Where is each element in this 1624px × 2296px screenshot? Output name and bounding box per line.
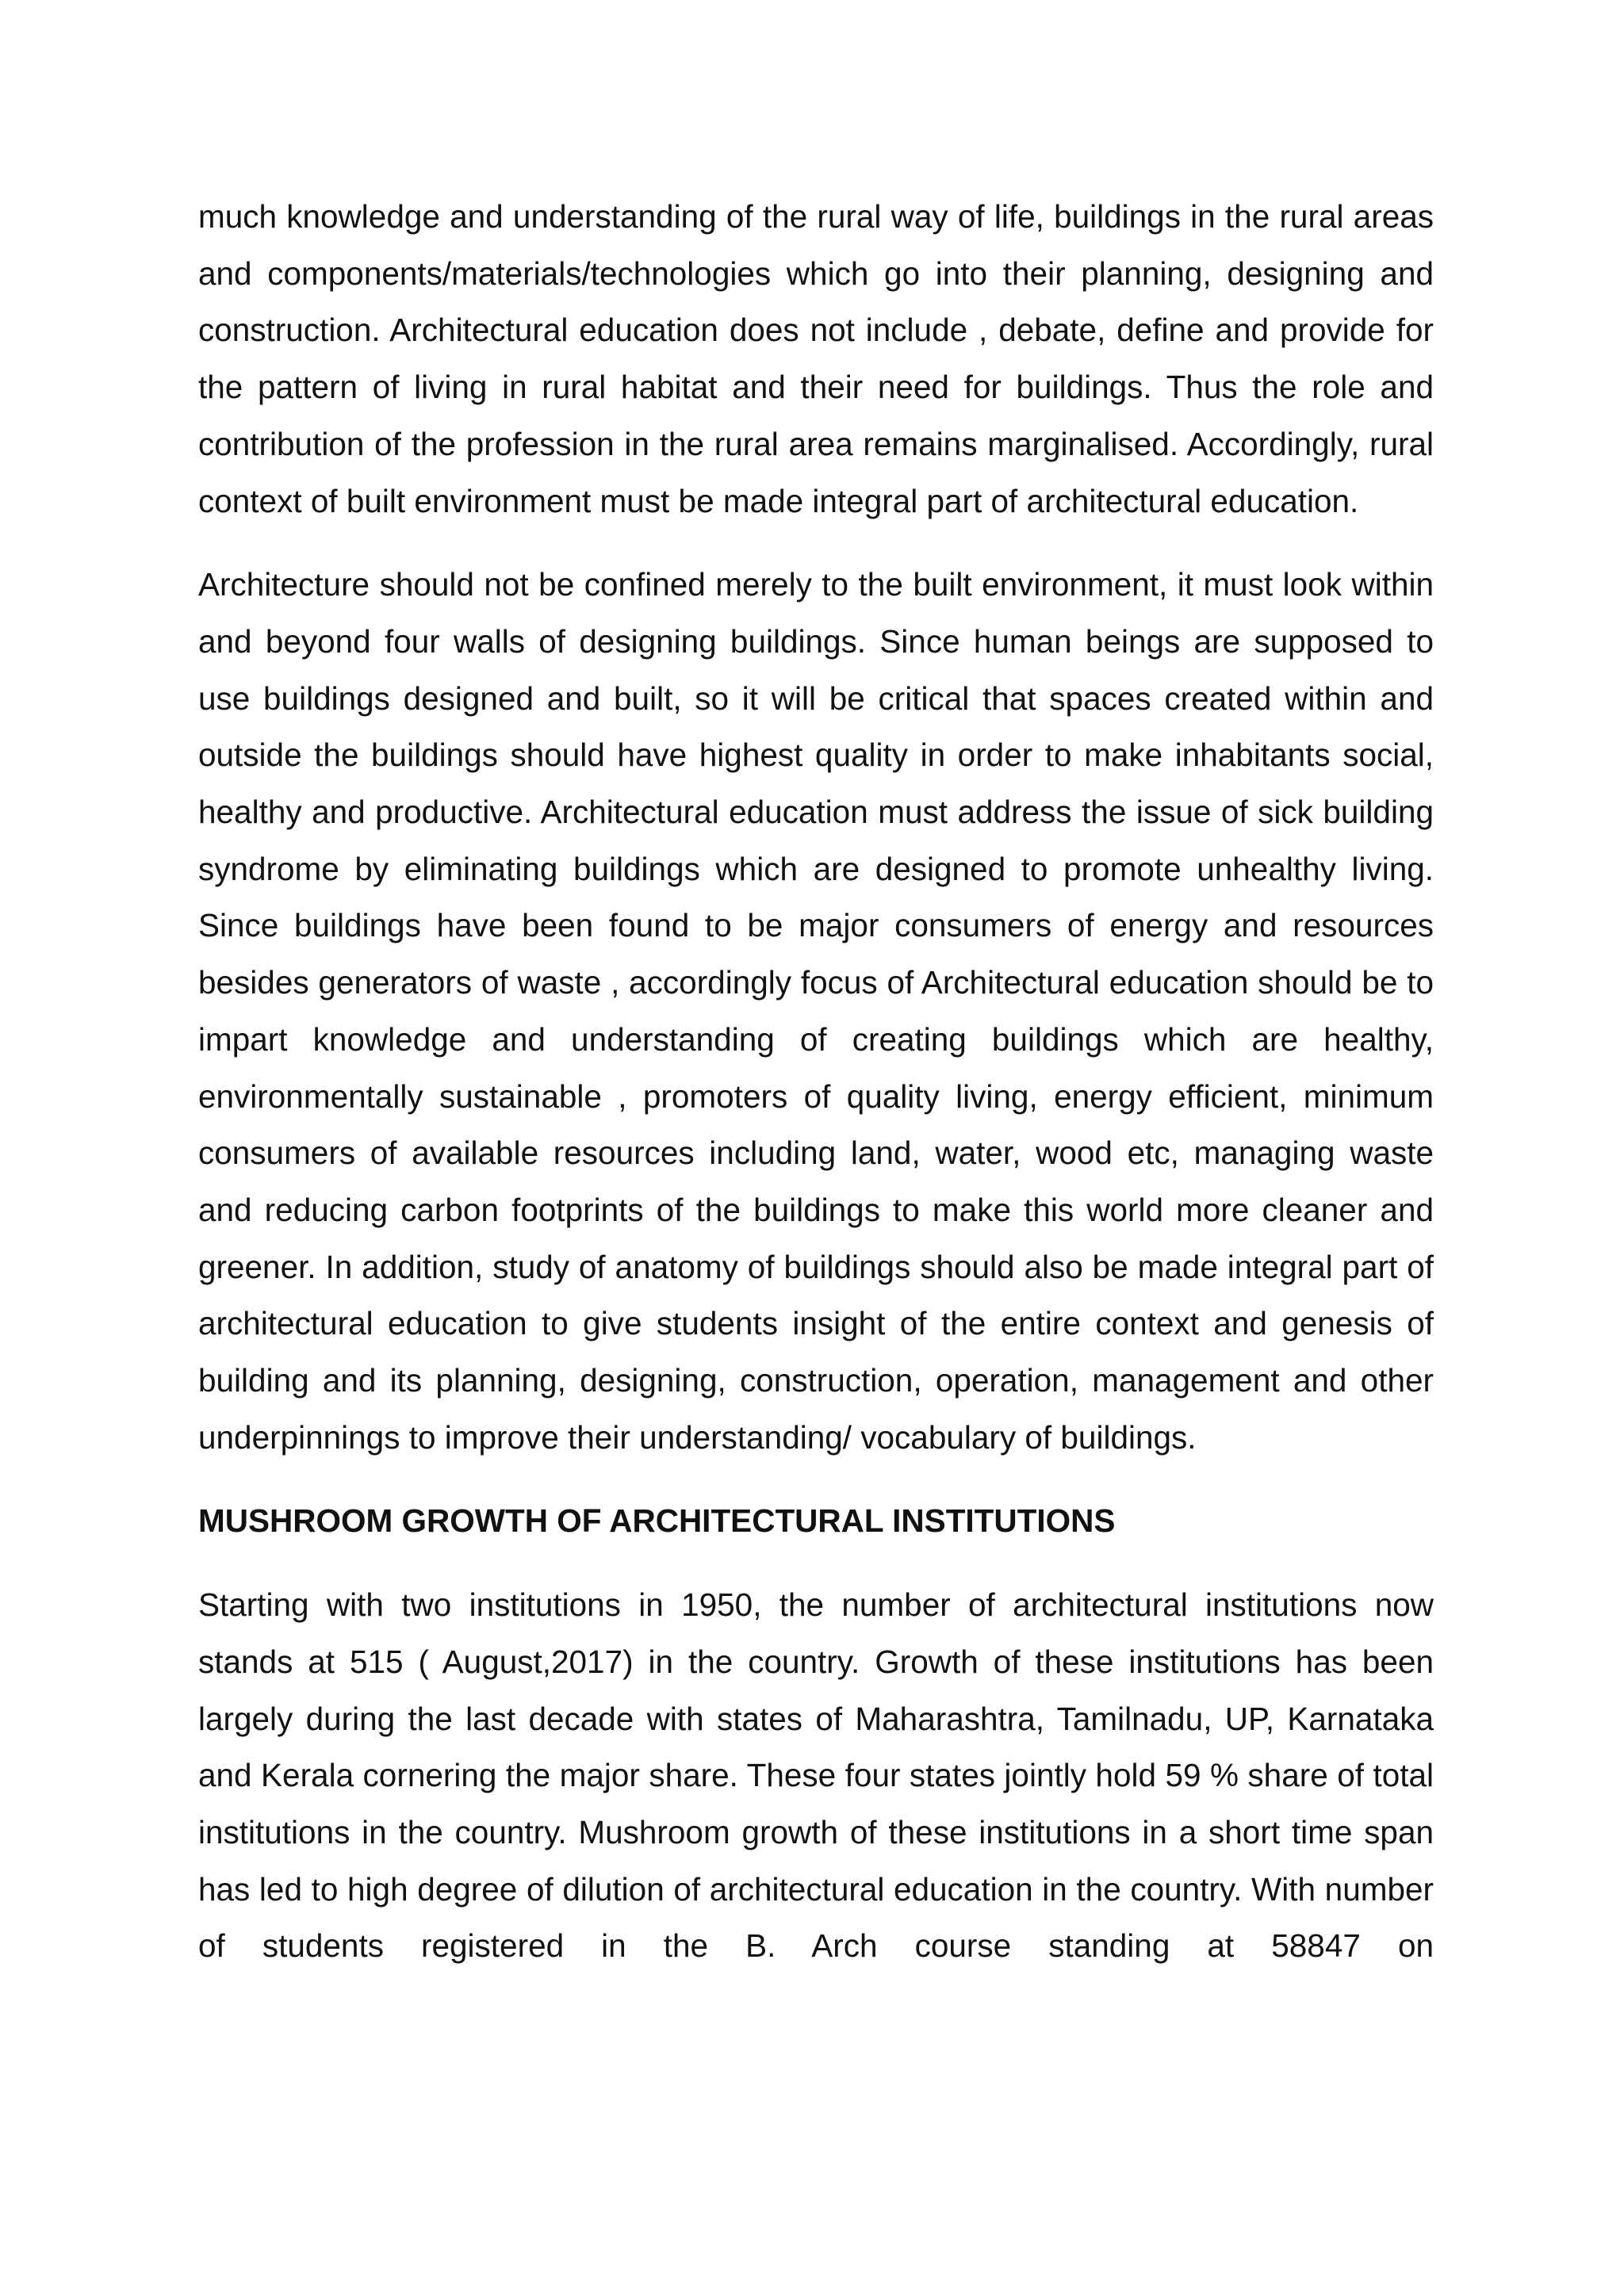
paragraph-institution-growth: Starting with two institutions in 1950, the number of architectural institutions now stands at 515 ( August,2017) in the country. Growth of these institutions has been largely during the last decade with states of Maharashtra, Tamilnadu, UP, Karnataka and Kerala cornering the major share. These four states jointly hold 59 % share of total institutions in the country. Mushroom growth of these institutions in a short time span has led to high degree of dilution of architectural education in the country. With number of students registered in the B. Arch course standing at 58847 on [198, 1586, 1434, 1965]
paragraph-architecture-scope: Architecture should not be confined merely to the built environment, it must look within and beyond four walls of designing buildings. Since human beings are supposed to use buildings designed and built, so it will be critical that spaces created within and outside the buildings should have highest quality in order to make inhabitants social, healthy and productive. Architectural education must address the issue of sick building syndrome by eliminating buildings which are designed to promote unhealthy living. Since buildings have been found to be major consumers of energy and resources besides generators of waste , accordingly focus of Architectural education should be to impart knowledge and understanding of creating buildings which are healthy, environmentally sustainable , promoters of quality living, energy efficient, minimum consumers of available resources including land, water, wood etc, managing waste and reducing carbon footprints of the buildings to make this world more cleaner and greener. In addition, study of anatomy of buildings should also be made integral part of architectural education to give students insight of the entire context and genesis of building and its planning, designing, construction, operation, management and other underpinnings to improve their understanding/ vocabulary of buildings. [198, 566, 1434, 1456]
paragraph-gap [198, 530, 1434, 557]
paragraph-gap [198, 1550, 1434, 1577]
document-page [198, 189, 1434, 1975]
paragraph-gap [198, 1466, 1434, 1493]
section-heading: MUSHROOM GROWTH OF ARCHITECTURAL INSTITUTIONS [198, 1502, 1116, 1540]
paragraph-rural-context: much knowledge and understanding of the rural way of life, buildings in the rural areas and components/materials/technologies which go into their planning, designing and construction. Architectural education does not include , debate, define and provide for the pattern of living in rural habitat and their need for buildings. Thus the role and contribution of the profession in the rural area remains marginalised. Accordingly, rural context of built environment must be made integral part of architectural education. [198, 198, 1434, 519]
